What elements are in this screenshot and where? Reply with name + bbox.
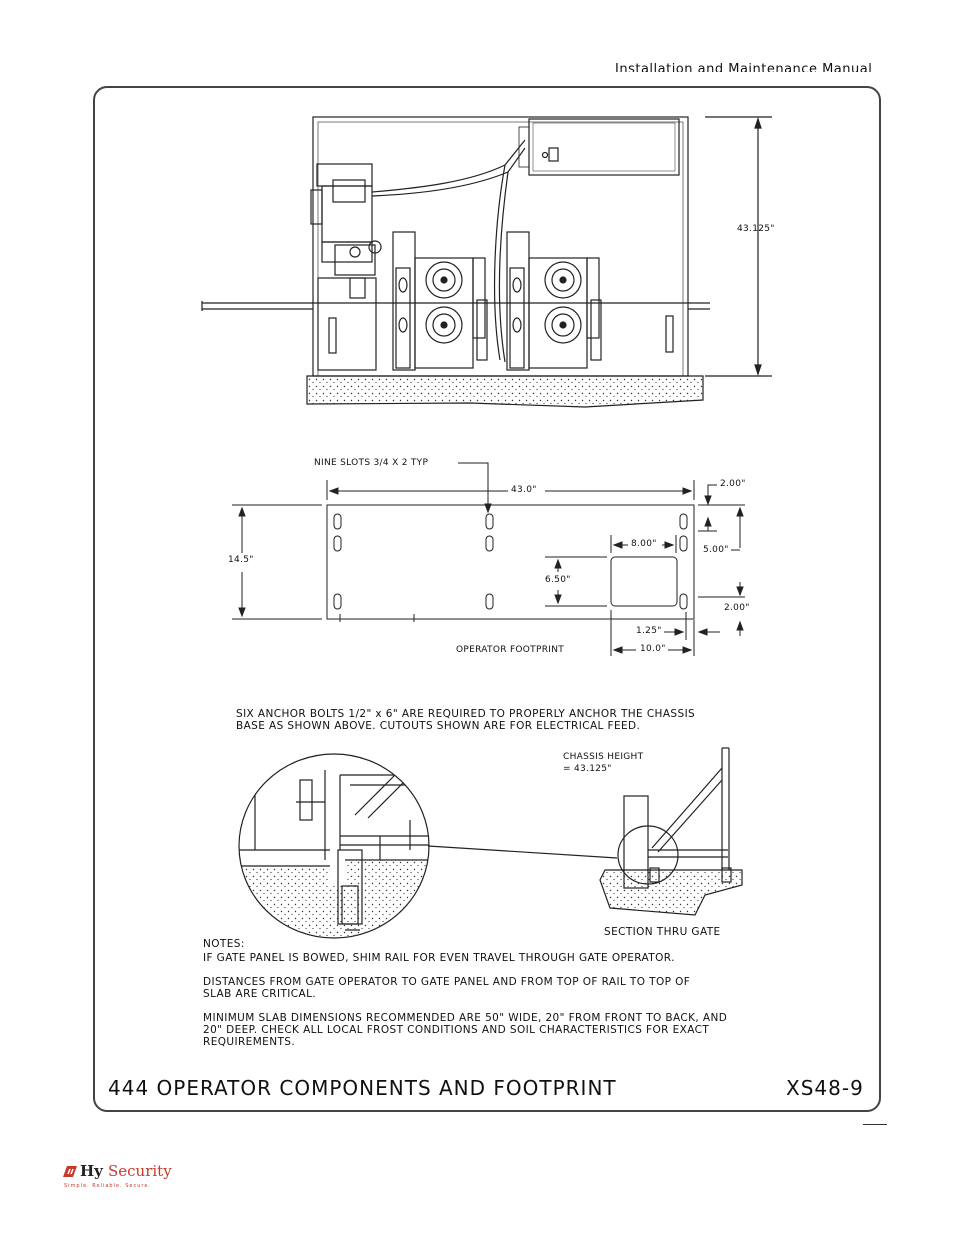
- cutout-offset-label: 10.0": [640, 644, 666, 654]
- note-2-line-1: DISTANCES FROM GATE OPERATOR TO GATE PANEL AND FROM TOP OF RAIL TO TOP OF: [203, 976, 691, 988]
- motor: [317, 164, 372, 186]
- depth-dimension-label: 14.5": [228, 555, 254, 565]
- anchor-note-line-2: BASE AS SHOWN ABOVE. CUTOUTS SHOWN ARE FOR ELECTRICAL FEED.: [236, 720, 641, 732]
- footprint-caption: OPERATOR FOOTPRINT: [456, 645, 565, 655]
- elevation-height-label: 43.125": [737, 224, 775, 234]
- note-2-line-2: SLAB ARE CRITICAL.: [203, 988, 317, 1000]
- section-caption: SECTION THRU GATE: [604, 926, 721, 938]
- cutout-width-label: 8.00": [631, 539, 657, 549]
- slots-label: NINE SLOTS 3/4 X 2 TYP: [314, 458, 429, 468]
- logo-mark-icon: [62, 1165, 78, 1178]
- logo-regular-text: Security: [108, 1162, 172, 1180]
- cutout-height-label: 6.50": [545, 575, 571, 585]
- page-rule: [863, 1124, 887, 1125]
- note-3-line-2: 20" DEEP. CHECK ALL LOCAL FROST CONDITIONS AND SOIL CHARACTERISTICS FOR EXACT: [203, 1024, 710, 1036]
- note-1: IF GATE PANEL IS BOWED, SHIM RAIL FOR EVEN TRAVEL THROUGH GATE OPERATOR.: [203, 952, 675, 964]
- width-dimension-label: 43.0": [511, 485, 537, 495]
- logo-bold-text: Hy: [80, 1162, 103, 1180]
- note-3-line-3: REQUIREMENTS.: [203, 1036, 296, 1048]
- drawing-title: 444 OPERATOR COMPONENTS AND FOOTPRINT: [108, 1076, 617, 1100]
- notes-heading: NOTES:: [203, 938, 245, 950]
- anchor-note-line-1: SIX ANCHOR BOLTS 1/2" x 6" ARE REQUIRED TO PROPERLY ANCHOR THE CHASSIS: [236, 708, 696, 720]
- detail-bubble: [230, 754, 617, 950]
- operator-elevation: [202, 117, 772, 407]
- chassis-height-label: CHASSIS HEIGHT: [563, 752, 644, 762]
- header-text: Installation and Maintenance Manual: [615, 62, 873, 72]
- bottom-offset-label: 2.00": [724, 603, 750, 613]
- drawing-code: XS48-9: [786, 1076, 864, 1100]
- operator-footprint: [232, 463, 745, 656]
- chassis-height-value: = 43.125": [563, 764, 612, 774]
- slot-spacing-label: 5.00": [703, 545, 729, 555]
- edge-offset-label: 1.25": [636, 626, 662, 636]
- logo-tagline: Simple. Reliable. Secure.: [64, 1183, 152, 1189]
- section-thru-gate: [600, 748, 742, 915]
- control-box: [529, 119, 679, 175]
- top-offset-label: 2.00": [720, 479, 746, 489]
- note-3-line-1: MINIMUM SLAB DIMENSIONS RECOMMENDED ARE 50" WIDE, 20" FROM FRONT TO BACK, AND: [203, 1012, 728, 1024]
